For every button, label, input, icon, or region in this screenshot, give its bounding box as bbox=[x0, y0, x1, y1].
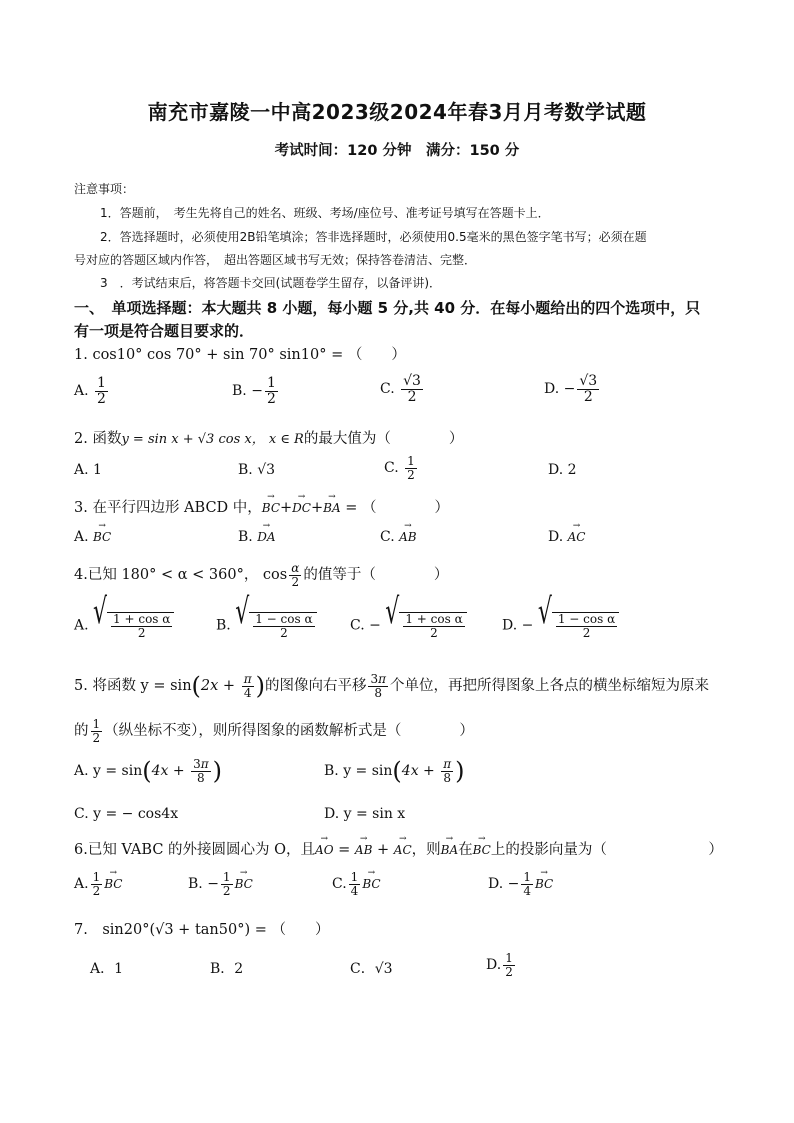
question-3-option-b: B. → DA bbox=[238, 529, 276, 545]
question-1-option-b: B. − $\frac{1}{2}$ bbox=[232, 375, 276, 407]
question-6-option-a: A. $\frac{1}{2}$ → BC bbox=[74, 871, 122, 897]
question-6-option-c: C. $\frac{1}{4}$ → BC bbox=[332, 871, 381, 897]
question-2-option-a: A. 1 bbox=[74, 462, 102, 478]
question-6-stem: 6.已知 VABC 的外接圆圆心为 O，且→ AO = → AB + → AC，则→ BA在→ BC上的投影向量为（ ） bbox=[74, 838, 723, 859]
question-4-option-c: C. − √ $\frac{\text{1 + cos α}}{2}$ bbox=[350, 612, 467, 639]
question-4-option-a: A. √ $\frac{\text{1 + cos α}}{2}$ bbox=[74, 612, 174, 639]
exam-info: 考试时间：120 分钟 满分：150 分 bbox=[274, 143, 520, 159]
question-1-stem: 1. cos10° cos 70° + sin 70° sin10° = （ ） bbox=[74, 347, 406, 363]
notice-item-1: 1．答题前， 考生先将自己的姓名、班级、考场/座位号、准考证号填写在答题卡上． bbox=[100, 206, 550, 220]
page-title: 南充市嘉陵一中高2023级2024年春3月月考数学试题 bbox=[147, 100, 647, 124]
question-2-option-d: D. 2 bbox=[548, 462, 577, 478]
question-5-stem-line1: 5. 将函数 y = sin(2x + $\frac{\pi}{4}$ )的图像向右平移 $\frac{3\pi}{8}$ 个单位，再把所得图象上各点的横坐标缩短为原来 bbox=[74, 671, 709, 700]
question-3-option-a: A. → BC bbox=[74, 529, 111, 545]
question-3-stem: 3. 在平行四边形 ABCD 中，→ BC+→ DC+→ BA = （ ） bbox=[74, 496, 449, 517]
question-3-option-d: D. → AC bbox=[548, 529, 586, 545]
question-5-option-d: D. y = sin x bbox=[324, 806, 406, 822]
question-7-option-a: A．1 bbox=[90, 961, 124, 977]
notice-item-2a: 2．答选择题时，必须使用2B铅笔填涂；答非选择题时，必须使用0.5毫米的黑色签字笔书写；必须在题 bbox=[100, 230, 647, 244]
question-4-option-b: B. √ $\frac{\text{1 − cos α}}{2}$ bbox=[216, 612, 317, 639]
question-1-option-d: D. − $\frac{√3}{2}$ bbox=[544, 373, 598, 405]
question-5-option-a: A. y = sin(4x + $\frac{3\pi}{8}$ ) bbox=[74, 756, 222, 785]
section-heading-line1: 一、 单项选择题：本大题共 8 小题，每小题 5 分,共 40 分．在每小题给出的四个选项中，只 bbox=[74, 299, 701, 317]
notice-heading: 注意事项： bbox=[74, 182, 135, 196]
question-4-option-d: D. − √ $\frac{\text{1 − cos α}}{2}$ bbox=[502, 612, 619, 639]
question-2-option-c: C. $\frac{1}{2}$ bbox=[384, 454, 415, 482]
question-1-option-a: A. $\frac{1}{2}$ bbox=[74, 375, 106, 407]
question-3-option-c: C. → AB bbox=[380, 529, 417, 545]
question-7-option-d: D. $\frac{1}{2}$ bbox=[486, 951, 513, 979]
question-7-option-b: B．2 bbox=[210, 961, 244, 977]
question-2-option-b: B. √3 bbox=[238, 462, 276, 478]
question-1-option-c: C. $\frac{√3}{2}$ bbox=[380, 373, 421, 405]
question-5-option-c: C. y = − cos4x bbox=[74, 806, 179, 822]
section-heading-line2: 有一项是符合题目要求的． bbox=[74, 322, 255, 340]
question-4-stem: 4.已知 180° < α < 360°， cos $\frac{\alpha}{2}$ 的值等于（ ） bbox=[74, 561, 449, 589]
question-5-option-b: B. y = sin(4x + $\frac{\pi}{8}$ ) bbox=[324, 756, 465, 785]
question-7-option-c: C．√3 bbox=[350, 961, 393, 977]
question-6-option-b: B. − $\frac{1}{2}$ → BC bbox=[188, 871, 253, 897]
question-7-stem: 7. sin20°(√3 + tan50°) = （ ） bbox=[74, 922, 330, 938]
notice-item-2b: 号对应的答题区域内作答， 超出答题区域书写无效；保持答卷清洁、完整． bbox=[74, 253, 477, 267]
notice-item-3: 3 ．考试结束后，将答题卡交回(试题卷学生留存，以备评讲)． bbox=[100, 276, 442, 290]
question-2-stem: 2. 函数y = sin x + √3 cos x， x ∈ R的最大值为（ ） bbox=[74, 431, 464, 447]
question-6-option-d: D. − $\frac{1}{4}$ → BC bbox=[488, 871, 553, 897]
question-5-stem-line2: 的 $\frac{1}{2}$ （纵坐标不变），则所得图象的函数解析式是（ ） bbox=[74, 717, 474, 745]
